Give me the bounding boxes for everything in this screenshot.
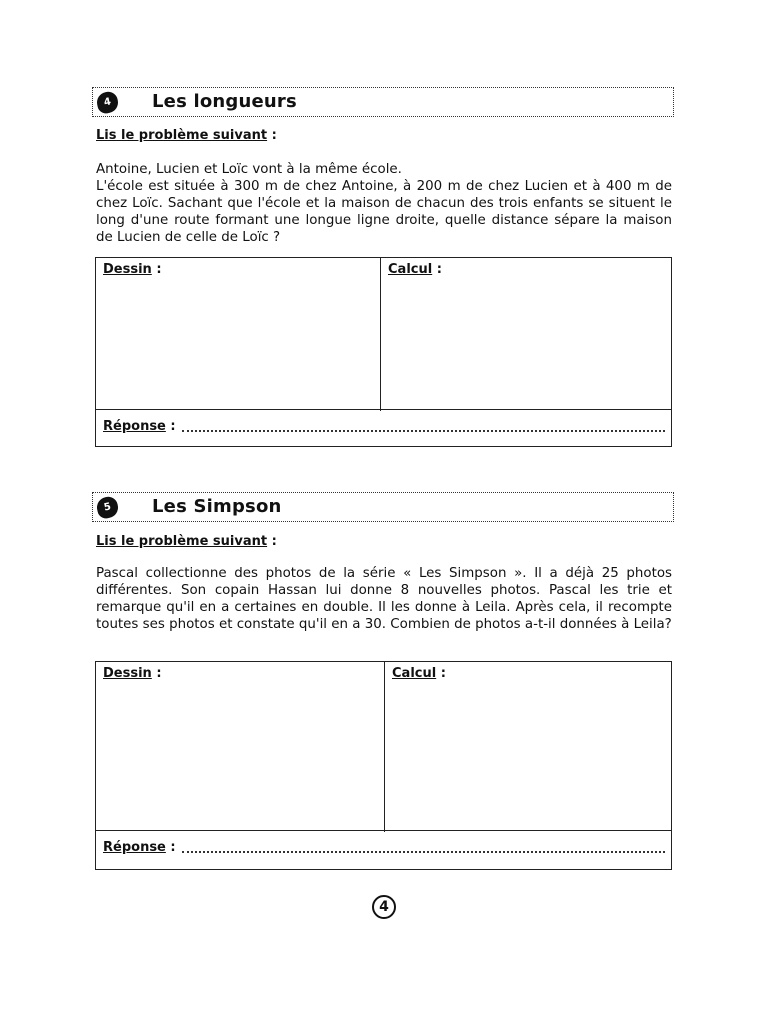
calcul-area[interactable]: [385, 662, 671, 832]
dessin-area[interactable]: [96, 258, 381, 411]
page-number: 4: [372, 895, 396, 919]
exercise-title: Les Simpson: [152, 496, 282, 517]
exercise-5-title-bar: [92, 492, 674, 522]
reponse-row[interactable]: [96, 409, 671, 446]
instruction-heading: Lis le problème suivant :: [96, 534, 277, 549]
exercise-number-badge: 4: [95, 90, 120, 115]
problem-line: Antoine, Lucien et Loïc vont à la même école.: [96, 162, 402, 177]
dessin-label: Dessin :: [103, 262, 162, 277]
problem-text: [96, 565, 672, 633]
calcul-area[interactable]: [381, 258, 671, 411]
problem-paragraph: L'école est située à 300 m de chez Antoine, à 200 m de chez Lucien et à 400 m de chez Loïc. Sachant que l'école et la maison de chacun des trois enfants se situent le long d'une route formant une longue ligne droite, quelle distance sépare la maison de Lucien de celle de Loïc ?: [96, 179, 672, 245]
problem-text: [96, 161, 672, 246]
reponse-row[interactable]: [96, 830, 671, 869]
instruction-heading: Lis le problème suivant :: [96, 128, 277, 143]
problem-paragraph: Pascal collectionne des photos de la série « Les Simpson ». Il a déjà 25 photos différentes. Son copain Hassan lui donne 8 nouvelles photos. Pascal les trie et remarque qu'il en a certaines en double. Il les donne à Leila. Après cela, il recompte toutes ses photos et constate qu'il en a 30. Combien de photos a-t-il données à Leila?: [96, 566, 672, 632]
answer-box: [95, 661, 672, 870]
dessin-label: Dessin :: [103, 666, 162, 681]
exercise-4-title-bar: [92, 87, 674, 117]
exercise-number-badge: 5: [95, 495, 120, 520]
dessin-area[interactable]: [96, 662, 385, 832]
reponse-label: Réponse :: [103, 840, 176, 855]
answer-dotted-line[interactable]: [182, 428, 665, 432]
exercise-title: Les longueurs: [152, 91, 297, 112]
calcul-label: Calcul :: [392, 666, 446, 681]
answer-dotted-line[interactable]: [182, 849, 665, 853]
calcul-label: Calcul :: [388, 262, 442, 277]
answer-box: [95, 257, 672, 447]
reponse-label: Réponse :: [103, 419, 176, 434]
